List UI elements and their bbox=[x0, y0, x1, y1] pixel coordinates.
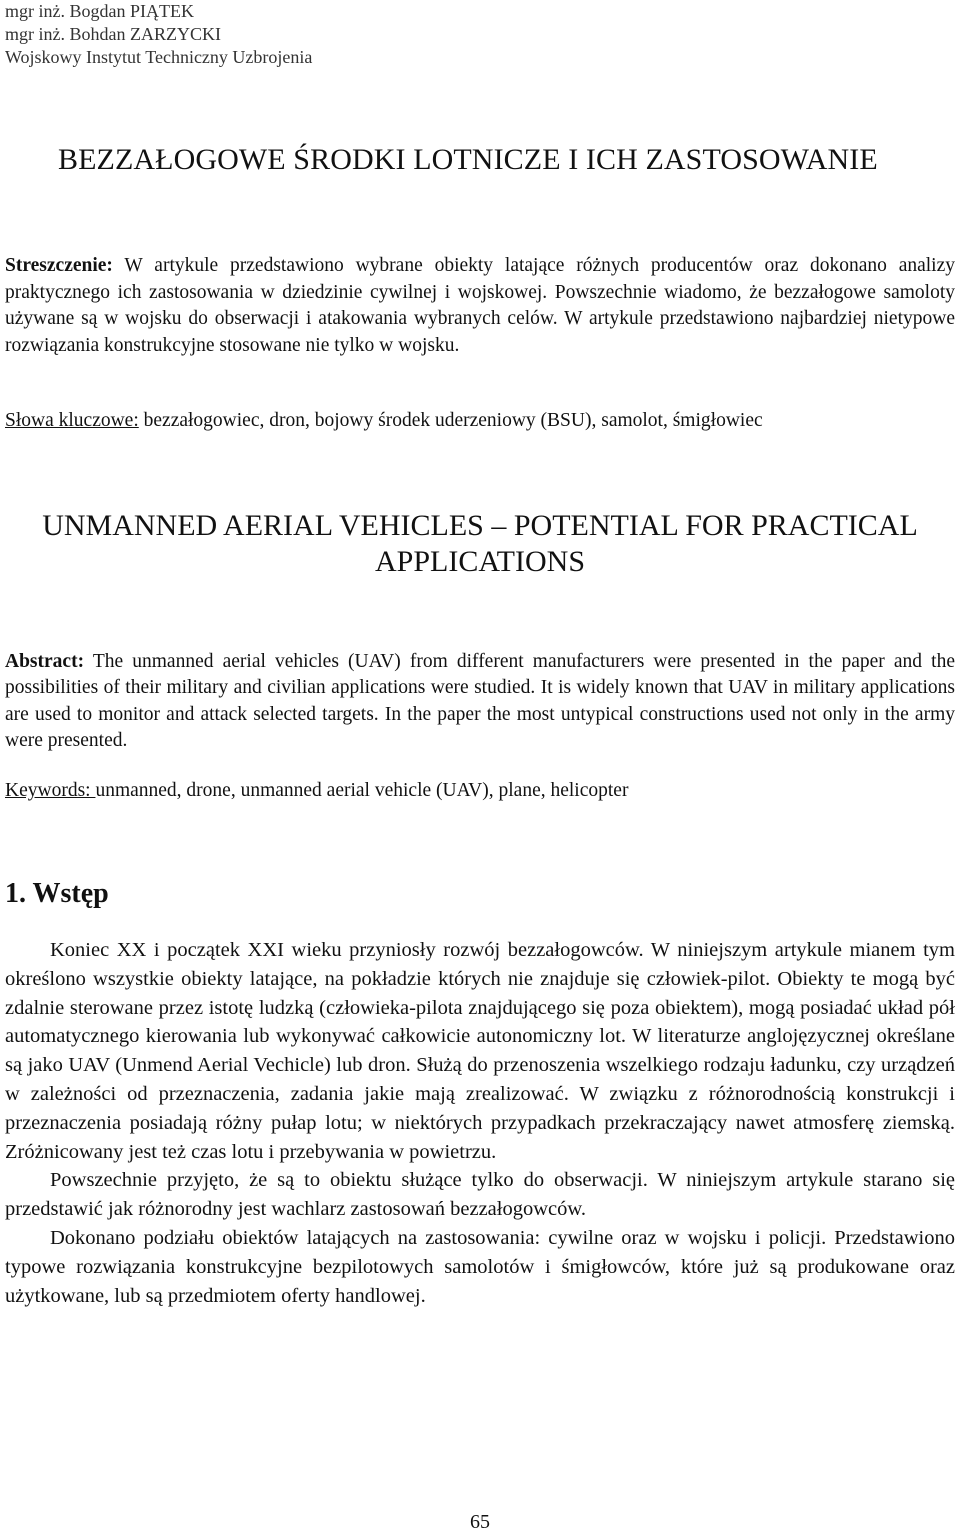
page-number: 65 bbox=[470, 1511, 490, 1533]
title-english-line: UNMANNED AERIAL VEHICLES – POTENTIAL FOR PRACTICAL APPLICATIONS bbox=[42, 509, 918, 578]
keywords-polish bbox=[5, 410, 763, 432]
abstract-polish-label: Streszczenie: bbox=[5, 255, 113, 276]
title-polish: BEZZAŁOGOWE ŚRODKI LOTNICZE I ICH ZASTOSOWANIE bbox=[58, 143, 878, 176]
keywords-english bbox=[5, 780, 628, 802]
paragraph-3: Dokonano podziału obiektów latających na zastosowania: cywilne oraz w wojsku i policji. Przedstawiono typowe rozwiązania konstrukcyjne bezpilotowych samolotów i śmigłowców, które już są produkowane oraz użytkowane, lub są przedmiotem oferty handlowej. bbox=[5, 1226, 955, 1307]
section-heading: 1. Wstęp bbox=[5, 878, 109, 909]
title-english bbox=[0, 508, 960, 580]
abstract-english-text: The unmanned aerial vehicles (UAV) from different manufacturers were presented in the paper and the possibilities of their military and civilian applications were studied. It is widely known that UAV in military applications are used to monitor and attack selected targets. In the paper the most untypical constructions used not only in the army were presented. bbox=[5, 651, 955, 752]
abstract-english bbox=[5, 649, 955, 755]
section-body bbox=[5, 936, 955, 1310]
keywords-polish-label: Słowa kluczowe: bbox=[5, 410, 139, 431]
keywords-english-label: Keywords: bbox=[5, 780, 96, 801]
author-2: mgr inż. Bohdan ZARZYCKI bbox=[5, 24, 221, 44]
paragraph-1: Koniec XX i początek XXI wieku przyniosły rozwój bezzałogowców. W niniejszym artykule mianem tym określono wszystkie obiekty latające, na pokładzie których nie znajduje się człowiek-pilot. Obiekty te mogą być zdalnie sterowane przez istotę ludzką (człowieka-pilota znajdującego się poza obiektem), mogą posiadać układ pół automatycznego kierowania lub wykonywać całkowicie autonomiczny lot. W literaturze anglojęzycznej określane są jako UAV (Unmend Aerial Vechicle) lub dron. Służą do przenoszenia wszelkiego rodzaju ładunku, czy urządzeń w zależności od przeznaczenia, zadania jakie mają zrealizować. W związku z różnorodnością konstrukcji i przeznaczenia posiadają różny pułap lotu; w niektórych przypadkach przekraczający nawet atmosferę ziemską. Zróżnicowany jest też czas lotu i przebywania w powietrzu. bbox=[5, 939, 955, 1163]
abstract-english-label: Abstract: bbox=[5, 651, 85, 672]
author-block bbox=[5, 0, 312, 69]
author-1: mgr inż. Bogdan PIĄTEK bbox=[5, 1, 194, 21]
abstract-polish-text: W artykule przedstawiono wybrane obiekty latające różnych producentów oraz dokonano analizy praktycznego ich zastosowania w dziedzinie cywilnej i wojskowej. Powszechnie wiadomo, że bezzałogowe samoloty używane są w wojsku do obserwacji i atakowania wybranych celów. W artykule przedstawiono najbardziej nietypowe rozwiązania konstrukcyjne stosowane nie tylko w wojsku. bbox=[5, 255, 955, 356]
keywords-polish-text: bezzałogowiec, dron, bojowy środek uderzeniowy (BSU), samolot, śmigłowiec bbox=[138, 410, 763, 431]
paragraph-2: Powszechnie przyjęto, że są to obiektu służące tylko do obserwacji. W niniejszym artykule starano się przedstawić jak różnorodny jest wachlarz zastosowań bezzałogowców. bbox=[5, 1169, 955, 1221]
affiliation: Wojskowy Instytut Techniczny Uzbrojenia bbox=[5, 47, 313, 67]
abstract-polish bbox=[5, 253, 955, 359]
keywords-english-text: unmanned, drone, unmanned aerial vehicle (UAV), plane, helicopter bbox=[95, 780, 629, 801]
